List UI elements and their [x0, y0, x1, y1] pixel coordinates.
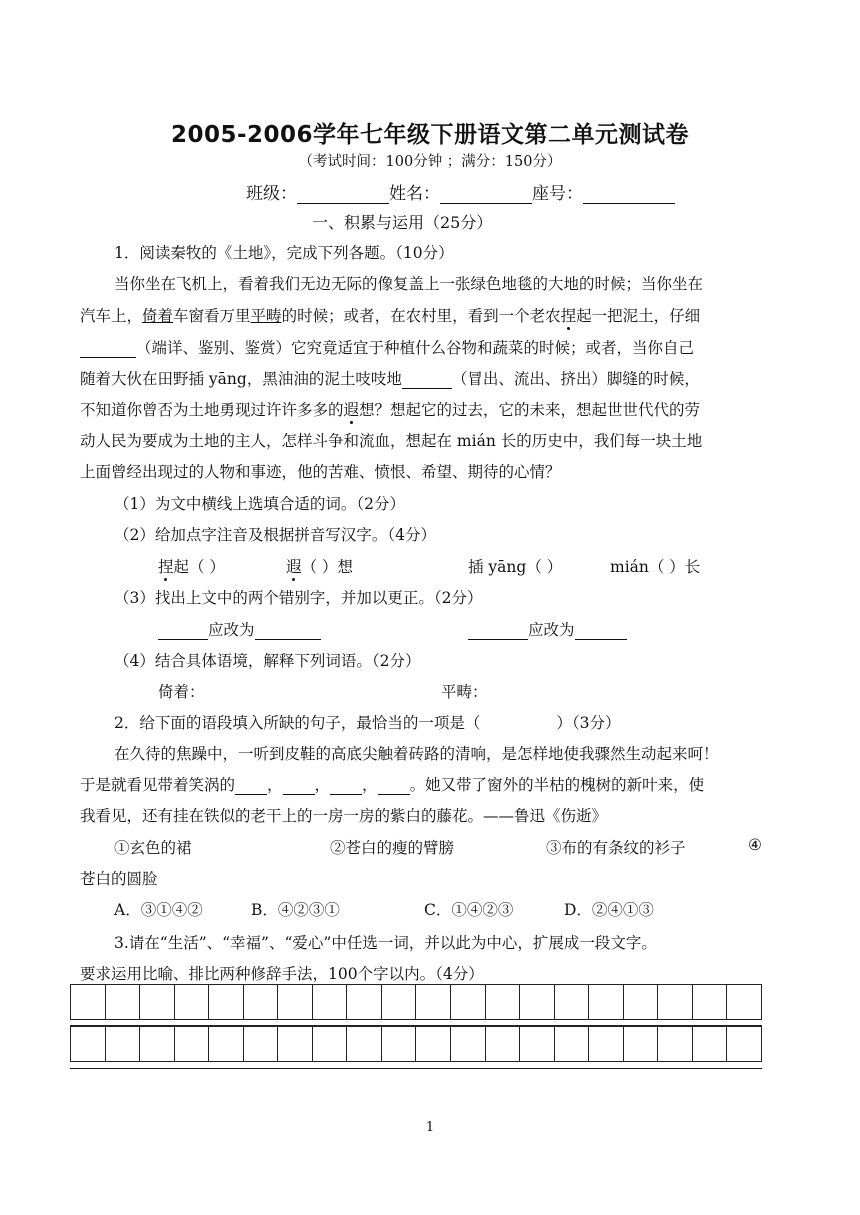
- q1-sub-3-fix-1: [158, 618, 321, 640]
- q1-prompt: 1．阅读秦牧的《土地》，完成下列各题。（10分）: [114, 244, 454, 262]
- grid-cell[interactable]: [589, 985, 624, 1020]
- writing-grid-row-2[interactable]: [70, 1026, 762, 1062]
- dotted-char: 捏: [560, 307, 577, 325]
- text: 不知道你曾否为土地勇现过许许多多的: [80, 401, 344, 419]
- text: 于是就看见带着笑涡的: [80, 776, 236, 794]
- q1-sub-4-item-a: 倚着：: [158, 683, 205, 701]
- q2-option-4-text: 苍白的圆脸: [80, 870, 158, 888]
- student-info-line: [246, 179, 675, 204]
- grid-cell[interactable]: [658, 1027, 693, 1062]
- underlined-word: 倚着: [142, 307, 174, 325]
- text: 想？想起它的过去，它的未来，想起世世代代的劳: [359, 401, 701, 419]
- q1-passage-line-4: [80, 367, 700, 389]
- grid-cell[interactable]: [312, 1027, 347, 1062]
- page-number: 1: [425, 1120, 435, 1135]
- exam-subtitle: （考试时间：100分钟 ；满分：150分）: [298, 154, 562, 170]
- q2-choice-b[interactable]: B．④②③①: [251, 901, 340, 919]
- blank[interactable]: [378, 777, 410, 795]
- grid-cell[interactable]: [243, 985, 278, 1020]
- q1-passage-line-3: [80, 336, 694, 358]
- grid-cell[interactable]: [485, 1027, 520, 1062]
- grid-cell[interactable]: [140, 985, 175, 1020]
- q1-passage-line-6: 动人民为要成为土地的主人，怎样斗争和流血，想起在 mián 长的历史中，我们每一块土地: [80, 432, 703, 450]
- q1-sub-4: （4）结合具体语境，解释下列词语。（2分）: [114, 652, 421, 670]
- dotted-char: 遐: [286, 558, 302, 576]
- text: 。她又带了窗外的半枯的槐树的新叶来，使: [409, 776, 705, 794]
- q2-passage-line-2: 于是就看见带着笑涡的 ， ， ， 。她又带了窗外的半枯的槐树的新叶来，使: [80, 776, 705, 794]
- grid-cell[interactable]: [278, 985, 313, 1020]
- q2-option-4-marker: ④: [748, 836, 762, 854]
- q1-sub-2-item-a: [158, 555, 225, 577]
- grid-cell[interactable]: [381, 985, 416, 1020]
- grid-cell[interactable]: [520, 985, 555, 1020]
- q1-sub-4-item-b: 平畴：: [441, 683, 488, 701]
- grid-cell[interactable]: [105, 985, 140, 1020]
- text: 2．给下面的语段填入所缺的句子，最恰当的一项是（: [114, 714, 481, 732]
- grid-cell[interactable]: [174, 985, 209, 1020]
- underlined-word: 平畴: [250, 307, 282, 325]
- q2-option-1: ①玄色的裙: [114, 839, 192, 857]
- q2-passage-line-1: 在久待的焦躁中，一听到皮鞋的高底尖触着砖路的清响，是怎样地使我骤然生动起来呵！: [114, 745, 719, 763]
- q2-passage-line-3: 我看见，还有挂在铁似的老干上的一房一房的紫白的藤花。——鲁迅《伤逝》: [80, 807, 608, 825]
- class-label: 班级：: [246, 184, 297, 204]
- grid-cell[interactable]: [451, 985, 486, 1020]
- text: 汽车上，: [80, 307, 143, 325]
- q2-option-3: ③布的有条纹的衫子: [546, 839, 686, 857]
- text: 随着大伙在田野插 yāng，黑油油的泥土吱吱地: [80, 370, 402, 388]
- q3-prompt-line-1: 3.请在“生活”、“幸福”、“爱心”中任选一词，并以此为中心，扩展成一段文字。: [114, 934, 657, 952]
- grid-cell[interactable]: [71, 985, 106, 1020]
- q1-passage-line-5: [80, 398, 700, 420]
- blank[interactable]: [283, 777, 315, 795]
- q3-prompt-line-2: 要求运用比喻、排比两种修辞手法，100个字以内。（4分）: [80, 965, 484, 983]
- q1-sub-2: （2）给加点字注音及根据拼音写汉字。（4分）: [114, 526, 436, 544]
- grid-cell[interactable]: [485, 985, 520, 1020]
- wrong-char-blank[interactable]: [158, 622, 208, 640]
- text: 的时候；或者，在农村里，看到一个老农: [281, 307, 561, 325]
- grid-cell[interactable]: [692, 985, 727, 1020]
- q2-option-2: ②苍白的瘦的臂膀: [330, 839, 455, 857]
- text: 应改为: [208, 621, 255, 639]
- grid-cell[interactable]: [381, 1027, 416, 1062]
- grid-cell[interactable]: [209, 1027, 244, 1062]
- fill-blank-1[interactable]: [80, 340, 136, 358]
- dotted-char: 遐: [343, 401, 360, 419]
- text: 起（ ）: [173, 558, 225, 576]
- exam-title: 2005-2006学年七年级下册语文第二单元测试卷: [170, 122, 690, 148]
- grid-cell[interactable]: [209, 985, 244, 1020]
- blank[interactable]: [330, 777, 362, 795]
- grid-cell[interactable]: [140, 1027, 175, 1062]
- grid-cell[interactable]: [347, 1027, 382, 1062]
- q1-passage-line-2: [80, 304, 700, 326]
- grid-cell[interactable]: [312, 985, 347, 1020]
- grid-cell[interactable]: [416, 985, 451, 1020]
- q2-choice-d[interactable]: D．②④①③: [564, 901, 654, 919]
- grid-cell[interactable]: [623, 985, 658, 1020]
- text: ）（3分）: [556, 714, 621, 732]
- section-heading: 一、积累与运用（25分）: [312, 213, 493, 232]
- grid-bottom-rule: [70, 1068, 762, 1069]
- grid-cell[interactable]: [451, 1027, 486, 1062]
- text: （端详、鉴别、鉴赏）它究竟适宜于种植什么谷物和蔬菜的时候；或者，当你自己: [136, 339, 695, 357]
- q1-sub-2-item-d: mián（ ）长: [610, 558, 701, 576]
- dotted-char: 捏: [158, 558, 174, 576]
- grid-cell[interactable]: [174, 1027, 209, 1062]
- text: 起一把泥土，仔细: [576, 307, 701, 325]
- grid-cell[interactable]: [520, 1027, 555, 1062]
- wrong-char-blank[interactable]: [468, 622, 528, 640]
- correction-blank[interactable]: [575, 622, 627, 640]
- grid-cell[interactable]: [416, 1027, 451, 1062]
- q1-passage-line-1: 当你坐在飞机上，看着我们无边无际的像复盖上一张绿色地毯的大地的时候；当你坐在: [114, 275, 704, 293]
- grid-cell[interactable]: [554, 1027, 589, 1062]
- grid-cell[interactable]: [105, 1027, 140, 1062]
- q1-sub-3: （3）找出上文中的两个错别字，并加以更正。（2分）: [114, 589, 483, 607]
- q2-prompt: [114, 711, 621, 733]
- q1-sub-1: （1）为文中横线上选填合适的词。（2分）: [114, 495, 405, 513]
- text: 应改为: [528, 621, 575, 639]
- text: 车窗看万里: [173, 307, 251, 325]
- name-label: 姓名：: [389, 184, 440, 204]
- grid-cell[interactable]: [692, 1027, 727, 1062]
- grid-cell[interactable]: [278, 1027, 313, 1062]
- grid-cell[interactable]: [554, 985, 589, 1020]
- text: （ ）想: [301, 558, 353, 576]
- q2-choice-a[interactable]: A．③①④②: [114, 901, 203, 919]
- correction-blank[interactable]: [255, 622, 321, 640]
- class-blank[interactable]: [297, 186, 389, 204]
- blank[interactable]: [235, 777, 267, 795]
- grid-cell[interactable]: [727, 1027, 762, 1062]
- seat-blank[interactable]: [583, 186, 675, 204]
- fill-blank-2[interactable]: [402, 371, 452, 389]
- q1-sub-2-item-b: [286, 555, 353, 577]
- text: （冒出、流出、挤出）脚缝的时候，: [451, 370, 700, 388]
- q1-passage-line-7: 上面曾经出现过的人物和事迹，他的苦难、愤恨、希望、期待的心情？: [80, 463, 561, 481]
- grid-cell[interactable]: [658, 985, 693, 1020]
- q1-sub-3-fix-2: [468, 618, 627, 640]
- grid-cell[interactable]: [243, 1027, 278, 1062]
- q1-sub-2-item-c: 插 yāng（ ）: [468, 558, 563, 576]
- q2-choice-c[interactable]: C．①④②③: [424, 901, 514, 919]
- grid-cell[interactable]: [623, 1027, 658, 1062]
- grid-cell[interactable]: [71, 1027, 106, 1062]
- grid-cell[interactable]: [347, 985, 382, 1020]
- grid-cell[interactable]: [727, 985, 762, 1020]
- grid-cell[interactable]: [589, 1027, 624, 1062]
- writing-grid-row-1[interactable]: [70, 984, 762, 1020]
- name-blank[interactable]: [440, 186, 532, 204]
- seat-label: 座号：: [532, 184, 583, 204]
